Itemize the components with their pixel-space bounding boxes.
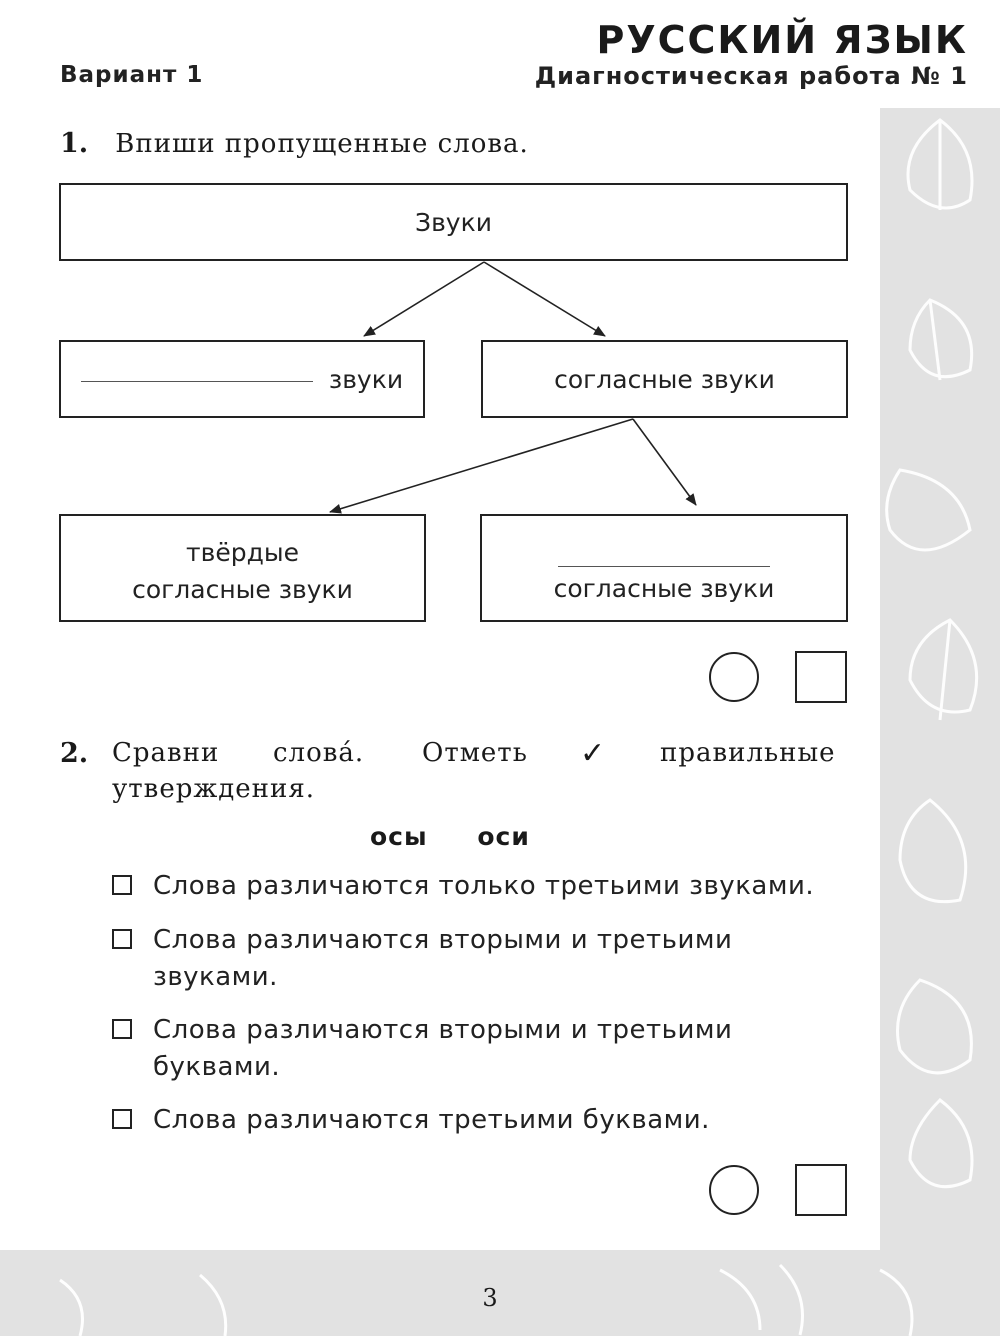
hard-consonants-box [59, 514, 426, 622]
arrow-to-right [484, 262, 605, 336]
vowels-suffix: звуки [328, 365, 404, 394]
option-2 [112, 922, 792, 996]
score-square-2 [795, 1164, 847, 1216]
score-circle-2 [709, 1165, 759, 1215]
variant-label: Вариант 1 [60, 62, 204, 88]
blank-input-vowels[interactable] [81, 380, 313, 382]
arrow-to-left [364, 262, 484, 336]
option-4-text: Слова различаются третьими буквами. [153, 1105, 710, 1135]
task1-instruction: Впиши пропущенные слова. [115, 129, 529, 159]
option-3 [112, 1012, 792, 1086]
subject-title: РУССКИЙ ЯЗЫК [596, 18, 968, 62]
hard-line2: согласные звуки [132, 575, 353, 604]
word-1: осы [370, 822, 428, 851]
consonants-label: согласные звуки [554, 365, 775, 394]
arrow-to-hard [330, 419, 633, 512]
word-2: оси [477, 822, 530, 851]
task2-word-4: правильные [660, 738, 836, 768]
soft-suffix: согласные звуки [553, 574, 775, 603]
task1-number: 1. [60, 128, 89, 159]
compared-words [370, 822, 530, 851]
checkbox-option-4[interactable] [112, 1109, 132, 1129]
page-number: 3 [482, 1284, 498, 1312]
option-3-text: Слова различаются вторыми и третьими буквами. [153, 1015, 733, 1082]
arrow-to-soft [633, 419, 696, 505]
task2-word-3: Отметь [422, 738, 528, 768]
task2-instruction-line2: утверждения. [112, 774, 315, 804]
task2-number: 2. [60, 738, 89, 769]
option-1 [112, 868, 852, 905]
check-mark-icon: ✓ [580, 736, 607, 771]
task2-word-1: Сравни [112, 738, 220, 768]
soft-consonants-box [480, 514, 848, 622]
score-circle-1 [709, 652, 759, 702]
vowels-box [59, 340, 425, 418]
checkbox-option-3[interactable] [112, 1019, 132, 1039]
option-1-text: Слова различаются только третьими звуками. [153, 871, 815, 901]
hard-line1: твёрдые [186, 538, 299, 567]
work-title: Диагностическая работа № 1 [534, 62, 968, 90]
option-2-text: Слова различаются вторыми и третьими звуками. [153, 925, 733, 992]
consonants-box [481, 340, 848, 418]
checkbox-option-1[interactable] [112, 875, 132, 895]
task2-word-2: слова́. [273, 738, 365, 768]
task2-heading [60, 736, 850, 804]
score-square-1 [795, 651, 847, 703]
blank-input-soft[interactable] [558, 546, 770, 567]
option-4 [112, 1102, 852, 1139]
checkbox-option-2[interactable] [112, 929, 132, 949]
root-label: Звуки [415, 208, 492, 237]
